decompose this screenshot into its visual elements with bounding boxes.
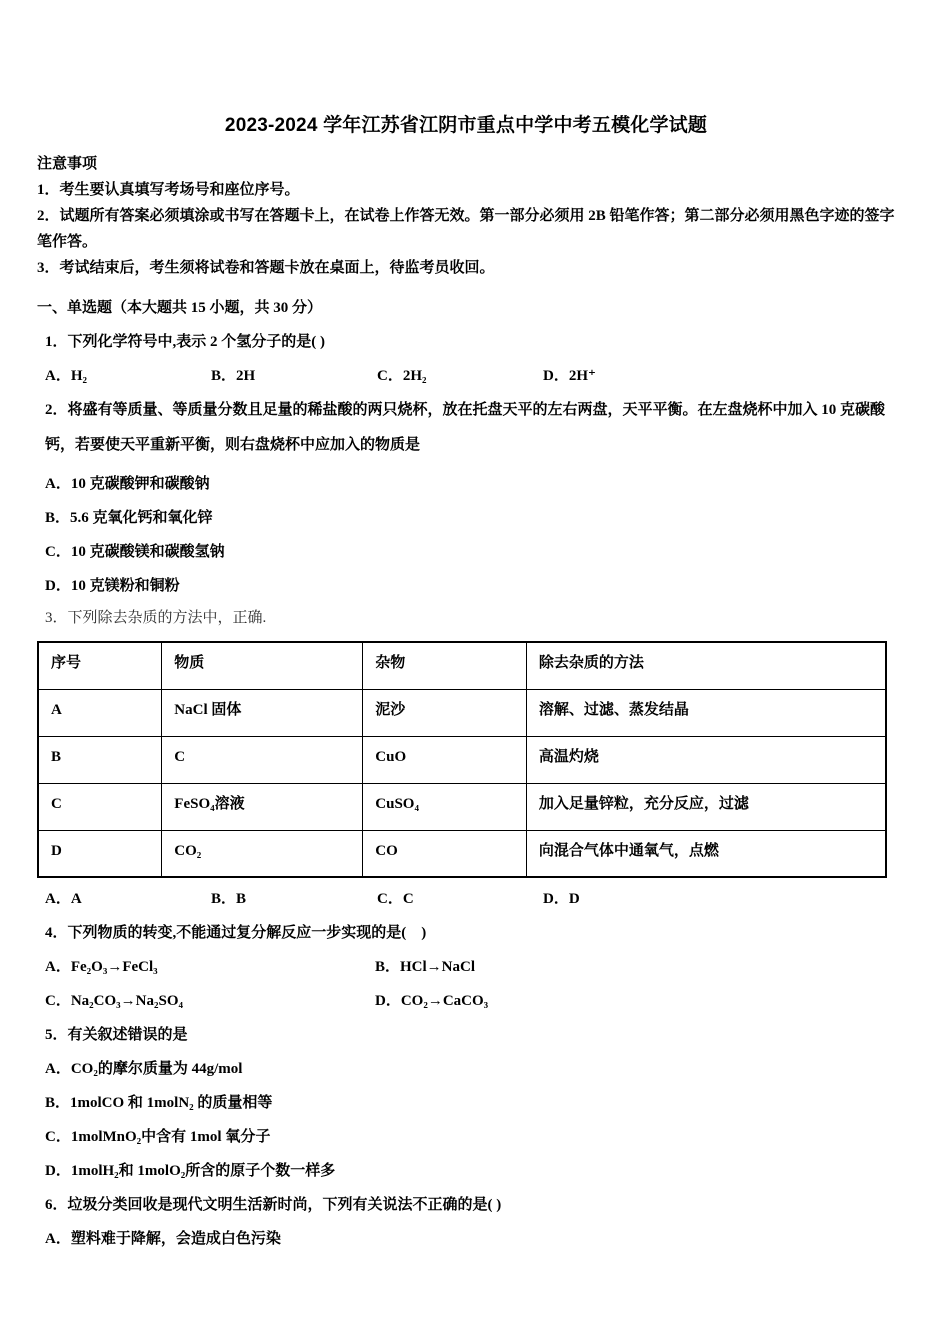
notice-section [37,151,895,281]
question-3-option-a: A．A [45,891,82,907]
table-cell: 高温灼烧 [526,736,886,783]
question-2 [37,393,895,599]
table-cell: CuO [363,736,527,783]
question-6-option-a: A．塑料难于降解，会造成白色污染 [45,1231,281,1247]
question-3-stem: 3．下列除去杂质的方法中，正确. [45,610,267,626]
question-5-option-b: B．1molCO 和 1molN₂ 的质量相等 [45,1095,273,1111]
table-cell: C [38,783,162,830]
table-header-method: 除去杂质的方法 [526,642,886,689]
table-header-index: 序号 [38,642,162,689]
table-cell: FeSO₄溶液 [162,783,363,830]
question-4-option-c: C．Na₂CO₃→Na₂SO₄ [45,993,183,1009]
question-3-option-d: D．D [543,891,580,907]
question-5-option-c: C．1molMnO₂中含有 1mol 氧分子 [45,1129,271,1145]
table-cell: 向混合气体中通氧气，点燃 [526,830,886,877]
question-5-stem: 5．有关叙述错误的是 [45,1027,188,1043]
question-1-option-d: D．2H⁺ [543,368,596,384]
table-cell: 泥沙 [363,689,527,736]
question-6 [37,1192,895,1252]
question-2-option-c: C．10 克碳酸镁和碳酸氢钠 [45,544,225,560]
question-2-stem: 2．将盛有等质量、等质量分数且足量的稀盐酸的两只烧杯，放在托盘天平的左右两盘，天平平衡。在左盘烧杯中加入 10 克碳酸钙，若要使天平重新平衡，则右盘烧杯中应加入的物质是 [45,402,886,453]
question-2-option-a: A．10 克碳酸钾和碳酸钠 [45,476,210,492]
question-4-option-a: A．Fe₂O₃→FeCl₃ [45,959,158,975]
question-6-stem: 6．垃圾分类回收是现代文明生活新时尚，下列有关说法不正确的是( ) [45,1197,502,1213]
table-cell: 加入足量锌粒，充分反应，过滤 [526,783,886,830]
table-cell: CuSO₄ [363,783,527,830]
notice-item-2: 2．试题所有答案必须填涂或书写在答题卡上，在试卷上作答无效。第一部分必须用 2B 铅笔作答；第二部分必须用黑色字迹的签字笔作答。 [37,208,895,250]
question-2-option-b: B．5.6 克氧化钙和氧化锌 [45,510,213,526]
table-header-substance: 物质 [162,642,363,689]
question-4-option-d: D．CO₂→CaCO₃ [375,993,489,1009]
notice-item-1: 1．考生要认真填写考场号和座位序号。 [37,182,300,198]
question-1-option-c: C．2H₂ [377,368,427,384]
question-1 [37,329,895,389]
question-4-stem: 4．下列物质的转变,不能通过复分解反应一步实现的是( ) [45,925,427,941]
table-cell: CO₂ [162,830,363,877]
page-title: 2023-2024 学年江苏省江阴市重点中学中考五模化学试题 [224,115,708,136]
table-cell: B [38,736,162,783]
question-3 [37,605,895,912]
question-2-option-d: D．10 克镁粉和铜粉 [45,578,180,594]
question-3-option-c: C．C [377,891,414,907]
table-cell: D [38,830,162,877]
table-cell: C [162,736,363,783]
question-1-option-a: A．H₂ [45,368,87,384]
question-4-option-b: B．HCl→NaCl [375,959,476,975]
question-5 [37,1022,895,1184]
section-heading: 一、单选题（本大题共 15 小题，共 30 分） [37,300,323,316]
notice-heading: 注意事项 [37,156,98,172]
question-3-option-b: B．B [211,891,247,907]
table-row-d [38,830,886,877]
question-1-options [45,363,895,389]
table-row-c [38,783,886,830]
table-cell: NaCl 固体 [162,689,363,736]
question-4-options-row-1 [45,954,895,980]
question-1-option-b: B．2H [211,368,256,384]
question-5-option-d: D．1molH₂和 1molO₂所含的原子个数一样多 [45,1163,336,1179]
table-cell: A [38,689,162,736]
impurity-removal-table [37,641,887,878]
question-3-options [45,886,895,912]
question-4 [37,920,895,1014]
question-5-option-a: A．CO₂的摩尔质量为 44g/mol [45,1061,243,1077]
table-header-impurity: 杂物 [363,642,527,689]
question-4-options-row-2 [45,988,895,1014]
table-cell: 溶解、过滤、蒸发结晶 [526,689,886,736]
table-row-a [38,689,886,736]
table-cell: CO [363,830,527,877]
table-header-row [38,642,886,689]
question-1-stem: 1．下列化学符号中,表示 2 个氢分子的是( ) [45,334,325,350]
notice-item-3: 3．考试结束后，考生须将试卷和答题卡放在桌面上，待监考员收回。 [37,260,495,276]
table-row-b [38,736,886,783]
